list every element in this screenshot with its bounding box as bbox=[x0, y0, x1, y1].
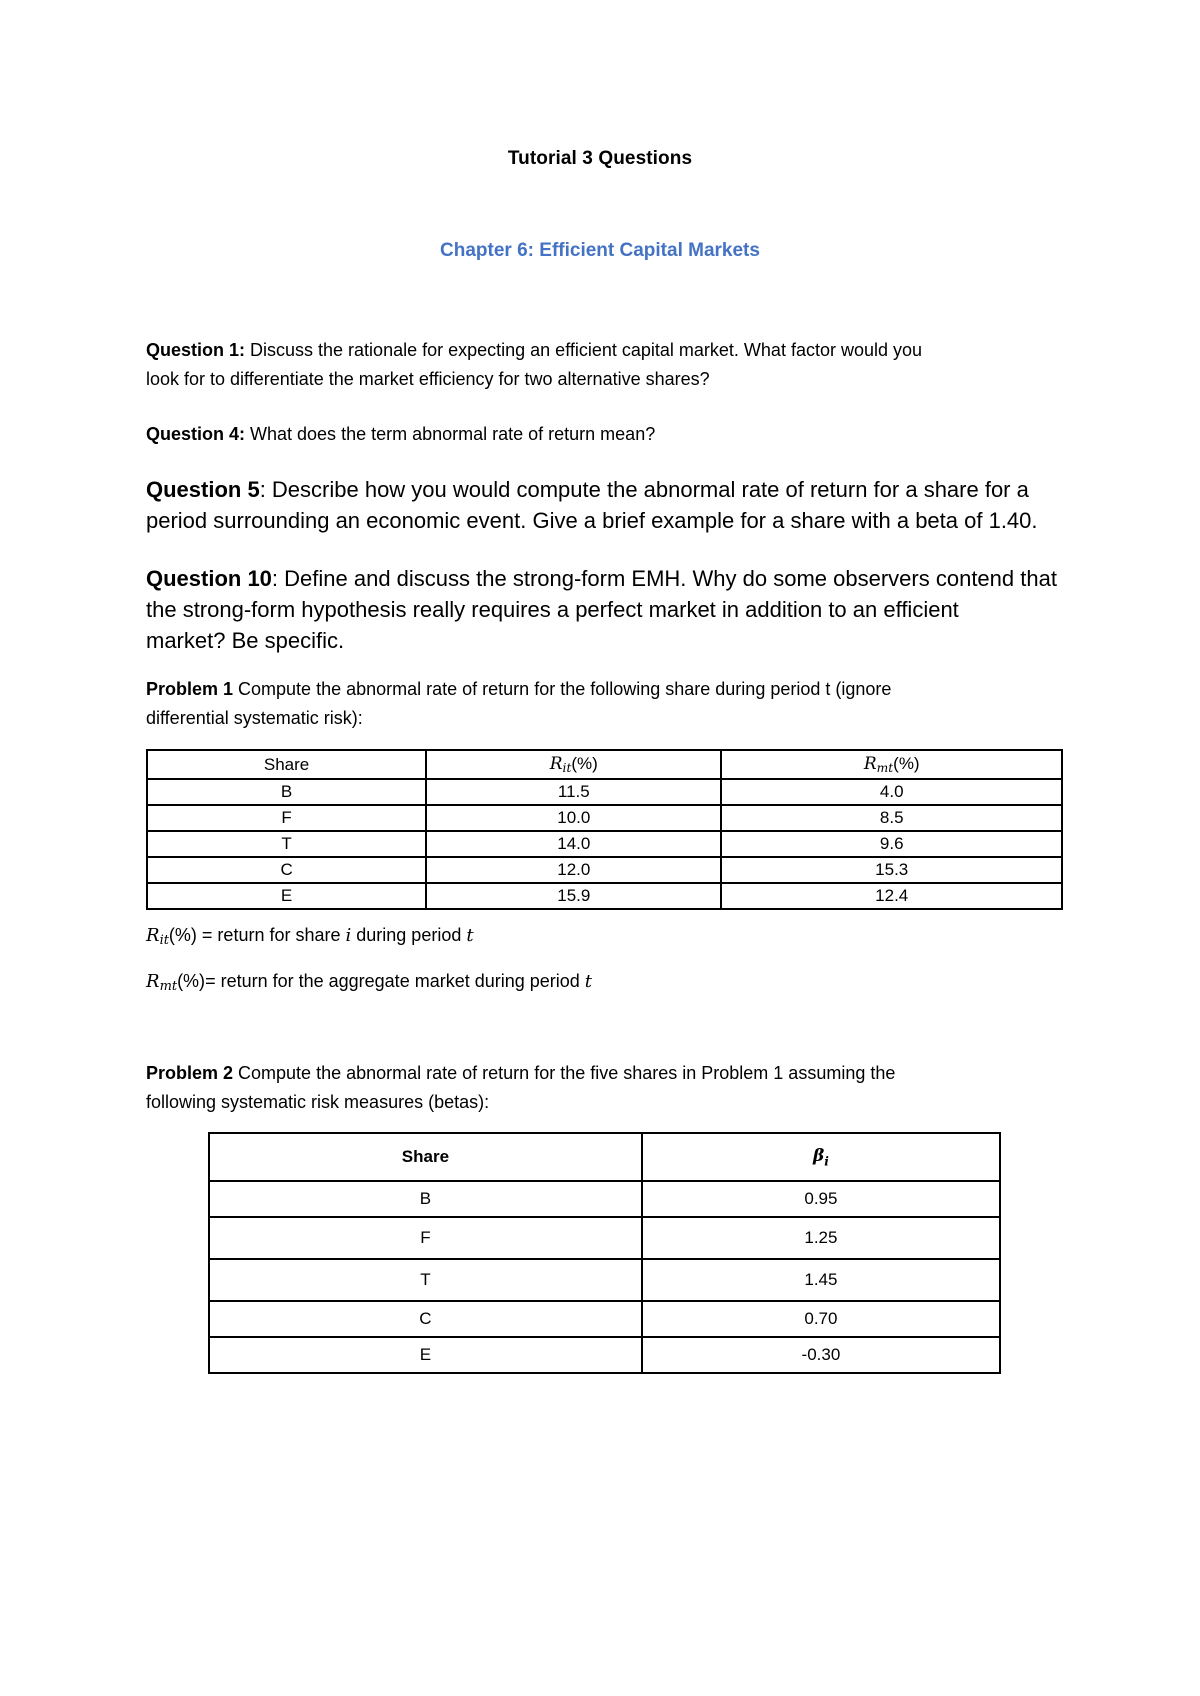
question-1-line2: look for to differentiate the market efficiency for two alternative shares? bbox=[146, 369, 710, 389]
cell-share: C bbox=[209, 1301, 642, 1337]
returns-table bbox=[146, 749, 1063, 910]
cell-share: C bbox=[147, 857, 426, 883]
cell-share: F bbox=[209, 1217, 642, 1259]
cell-rit: 15.9 bbox=[426, 883, 721, 909]
cell-share: E bbox=[209, 1337, 642, 1373]
cell-rmt: 4.0 bbox=[721, 779, 1062, 805]
cell-share: T bbox=[147, 831, 426, 857]
question-1 bbox=[146, 336, 1076, 394]
problem-2-line2: following systematic risk measures (betas): bbox=[146, 1092, 490, 1112]
cell-rmt: 9.6 bbox=[721, 831, 1062, 857]
table-row bbox=[147, 831, 1062, 857]
chapter-heading: Chapter 6: Efficient Capital Markets bbox=[440, 240, 760, 261]
cell-beta: 0.95 bbox=[642, 1181, 1000, 1217]
question-5-line1: : Describe how you would compute the abnormal rate of return for a share for a bbox=[259, 477, 1029, 502]
problem-1-label: Problem 1 bbox=[146, 679, 234, 699]
cell-share: T bbox=[209, 1259, 642, 1301]
table-row bbox=[147, 779, 1062, 805]
question-10-line2: the strong-form hypothesis really requires a perfect market in addition to an efficient bbox=[146, 597, 959, 622]
header-rmt: $R_{mt}(\%)$ bbox=[721, 750, 1062, 779]
table-row bbox=[147, 883, 1062, 909]
header-rit: $R_{it}(\%)$ bbox=[426, 750, 721, 779]
definition-rit: $R_{it}(\%)$ = return for share i during period t bbox=[146, 925, 474, 949]
table-row bbox=[147, 805, 1062, 831]
cell-beta: -0.30 bbox=[642, 1337, 1000, 1373]
cell-rit: 14.0 bbox=[426, 831, 721, 857]
question-10-label: Question 10 bbox=[146, 566, 272, 591]
question-1-label: Question 1: bbox=[146, 340, 246, 360]
definition-rmt: $R_{mt}(\%)=$ return for the aggregate market during period t bbox=[146, 971, 593, 995]
table-row bbox=[209, 1301, 1000, 1337]
cell-rit: 10.0 bbox=[426, 805, 721, 831]
cell-rmt: 8.5 bbox=[721, 805, 1062, 831]
problem-2-label: Problem 2 bbox=[146, 1063, 234, 1083]
question-10-line1: : Define and discuss the strong-form EMH. Why do some observers contend that bbox=[271, 566, 1057, 591]
cell-beta: 0.70 bbox=[642, 1301, 1000, 1337]
question-5-label: Question 5 bbox=[146, 477, 260, 502]
cell-rit: 12.0 bbox=[426, 857, 721, 883]
table-row bbox=[209, 1181, 1000, 1217]
question-5-line2: period surrounding an economic event. Give a brief example for a share with a beta of 1.40. bbox=[146, 508, 1038, 533]
question-10 bbox=[146, 563, 1076, 656]
cell-rmt: 12.4 bbox=[721, 883, 1062, 909]
cell-rit: 11.5 bbox=[426, 779, 721, 805]
cell-share: E bbox=[147, 883, 426, 909]
question-4-text: What does the term abnormal rate of return mean? bbox=[245, 424, 656, 444]
cell-share: F bbox=[147, 805, 426, 831]
table-row bbox=[209, 1337, 1000, 1373]
question-5 bbox=[146, 474, 1076, 536]
problem-1-line2: differential systematic risk): bbox=[146, 708, 363, 728]
header-share: Share bbox=[209, 1133, 642, 1181]
cell-share: B bbox=[147, 779, 426, 805]
problem-1-line1: Compute the abnormal rate of return for the following share during period t (ignore bbox=[233, 679, 892, 699]
question-1-line1: Discuss the rationale for expecting an efficient capital market. What factor would you bbox=[245, 340, 923, 360]
header-share: Share bbox=[147, 750, 426, 779]
header-beta: $\beta_i$ bbox=[642, 1133, 1000, 1181]
table-row bbox=[209, 1217, 1000, 1259]
document-title: Tutorial 3 Questions bbox=[507, 148, 693, 169]
question-10-line3: market? Be specific. bbox=[146, 628, 345, 653]
cell-beta: 1.25 bbox=[642, 1217, 1000, 1259]
question-4-label: Question 4: bbox=[146, 424, 246, 444]
betas-table-header bbox=[209, 1133, 1000, 1181]
returns-table-header bbox=[147, 750, 1062, 779]
cell-rmt: 15.3 bbox=[721, 857, 1062, 883]
cell-share: B bbox=[209, 1181, 642, 1217]
betas-table bbox=[208, 1132, 1001, 1374]
problem-2-line1: Compute the abnormal rate of return for the five shares in Problem 1 assuming the bbox=[233, 1063, 896, 1083]
problem-2 bbox=[146, 1059, 1076, 1117]
cell-beta: 1.45 bbox=[642, 1259, 1000, 1301]
table-row bbox=[209, 1259, 1000, 1301]
problem-1 bbox=[146, 675, 1076, 733]
question-4 bbox=[146, 420, 1076, 449]
table-row bbox=[147, 857, 1062, 883]
